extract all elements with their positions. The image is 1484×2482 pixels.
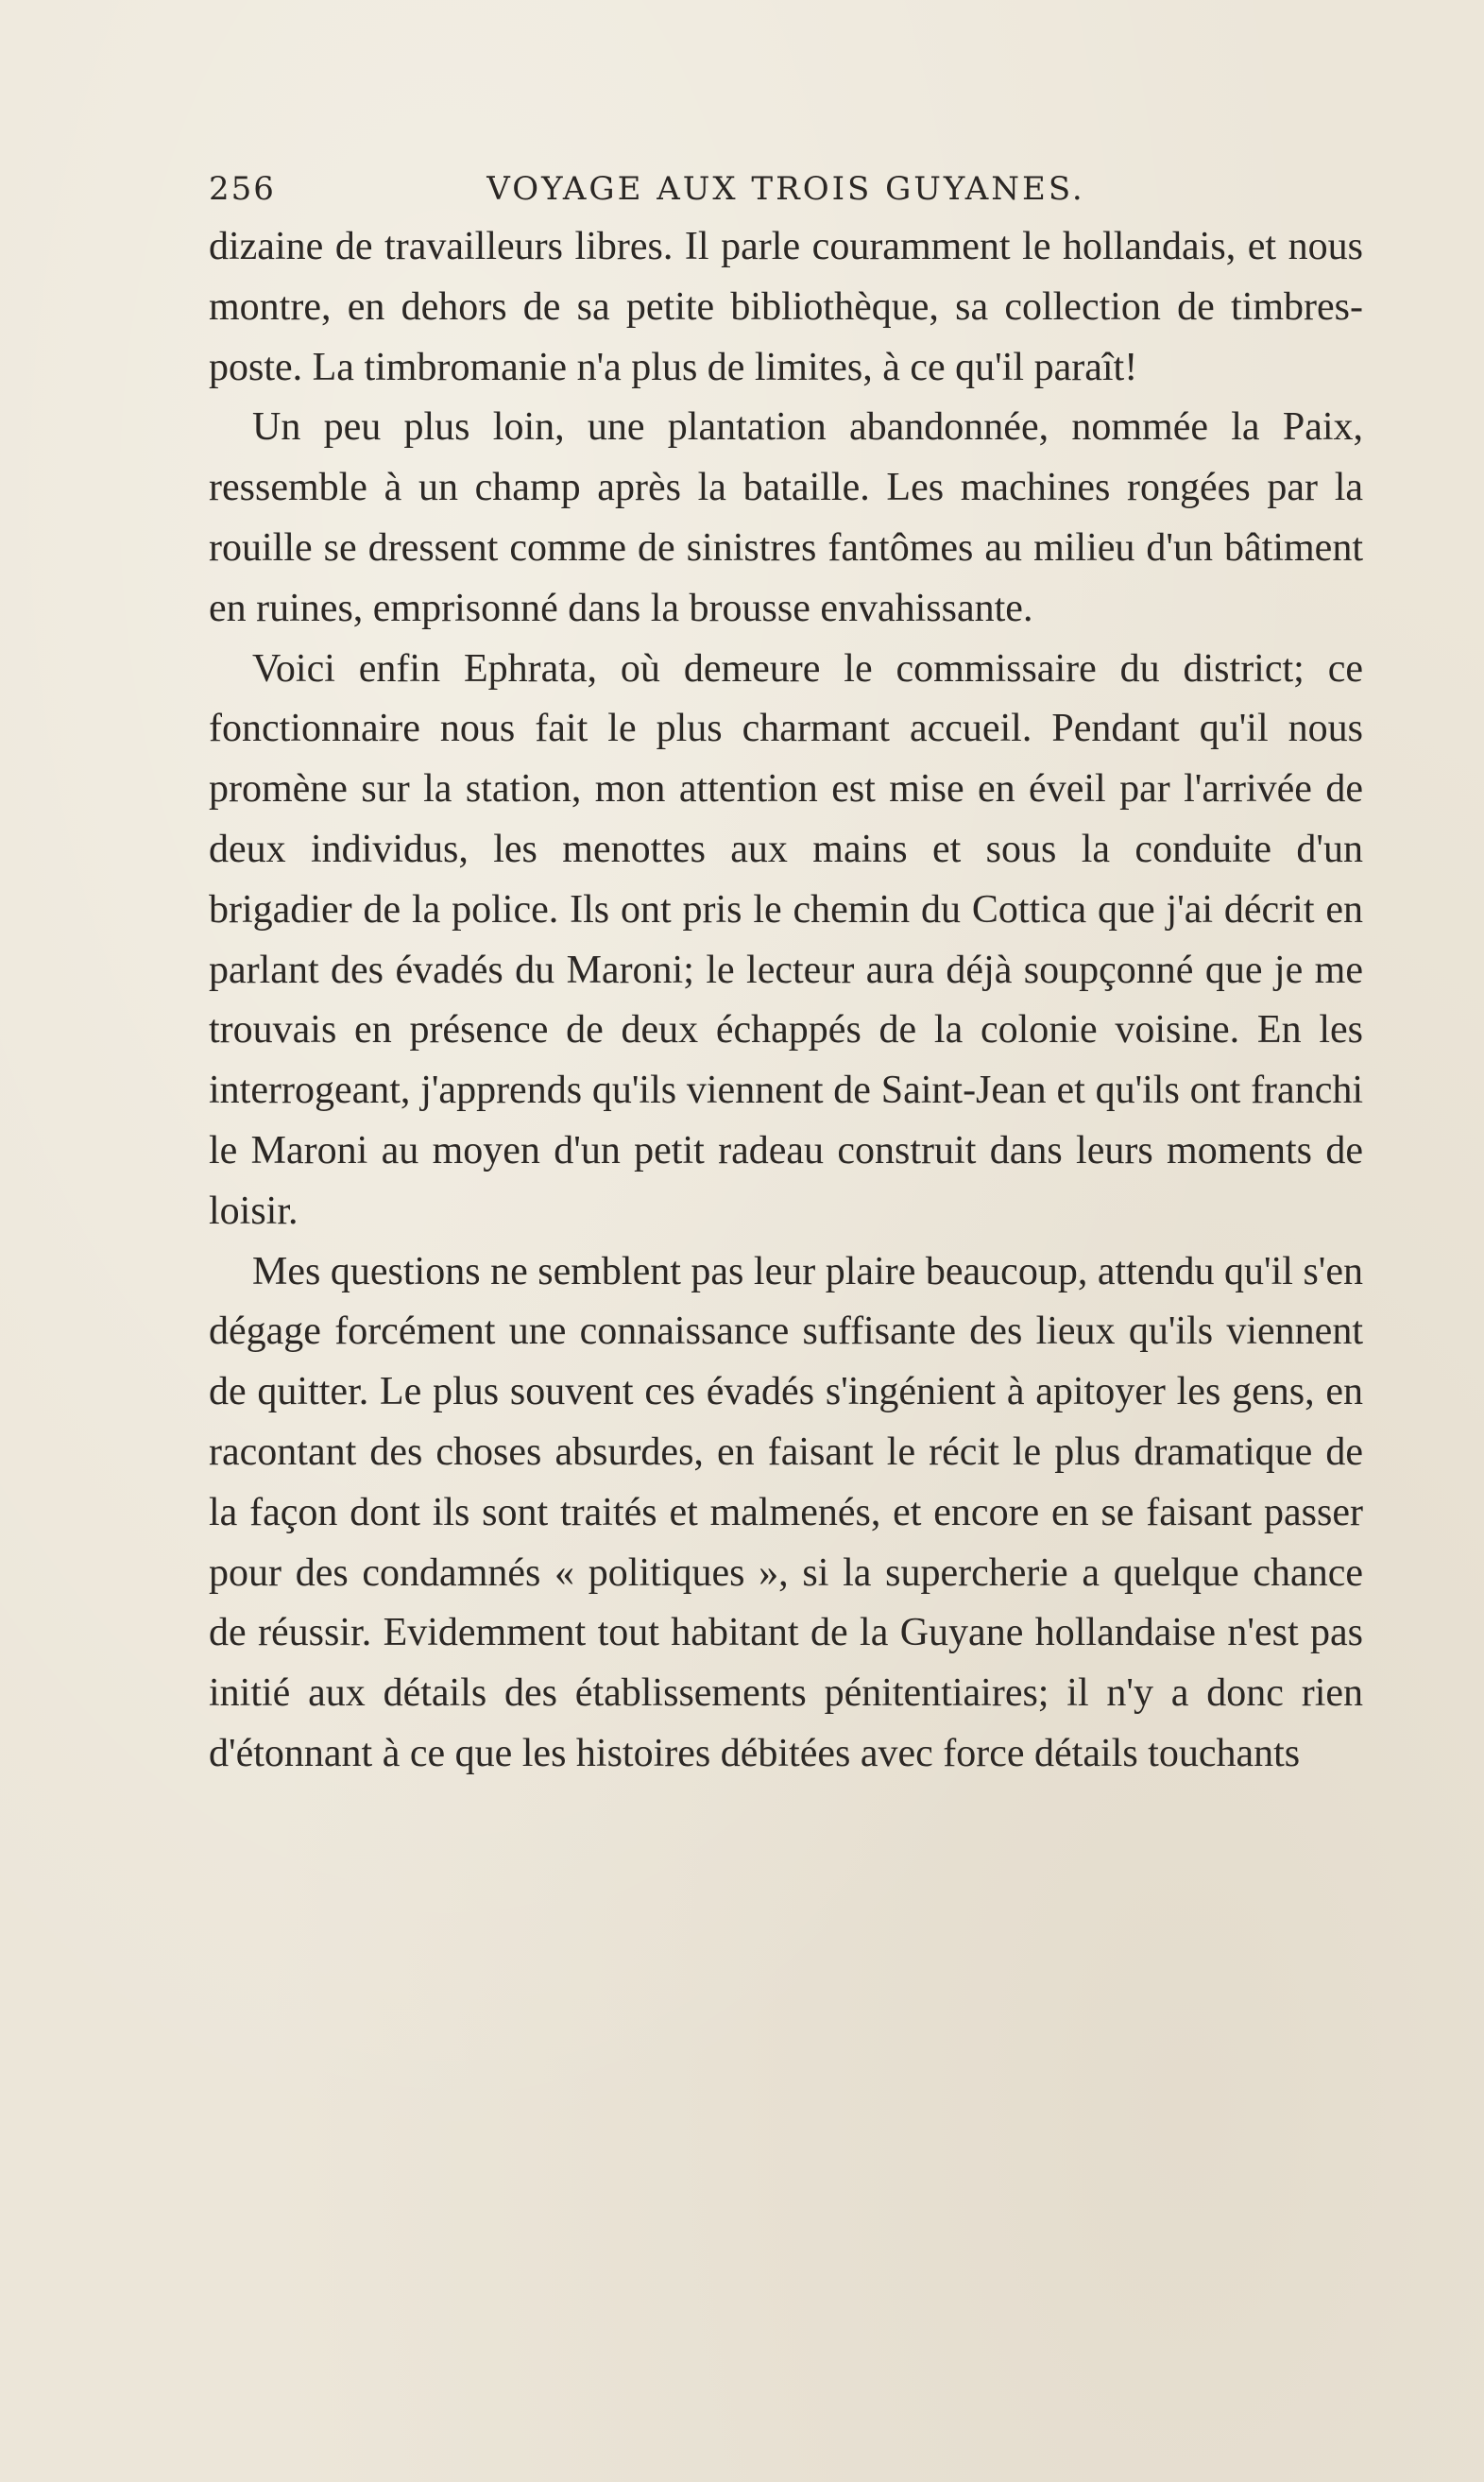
paragraph-continuation: dizaine de travailleurs libres. Il parle couramment le hollandais, et nous montre, en dehors de sa petite bibliothèque, sa collection de timbres-poste. La timbromanie n'a plus de limites, à ce qu'il paraît! [209,225,1363,389]
paragraph: Mes questions ne semblent pas leur plaire beaucoup, attendu qu'il s'en dégage forcément une connaissance suffisante des lieux qu'ils viennent de quitter. Le plus souvent ces évadés s'ingénient à apitoyer les gens, en racontant des choses absurdes, en faisant le récit le plus dramatique de la façon dont ils sont traités et malmenés, et encore en se faisant passer pour des condamnés « politiques », si la supercherie a quelque chance de réussir. Evidemment tout habitant de la Guyane hollandaise n'est pas initié aux détails des établissements pénitentiaires; il n'y a donc rien d'étonnant à ce que les histoires débitées avec force détails touchants [209,1249,1363,1775]
body-text [209,217,1363,1785]
running-title: VOYAGE AUX TROIS GUYANES. [486,170,1085,208]
text-block [209,170,1363,1785]
page-number: 256 [209,170,276,208]
paragraph: Voici enfin Ephrata, où demeure le commissaire du district; ce fonctionnaire nous fait le plus charmant accueil. Pendant qu'il nous promène sur la station, mon attention est mise en éveil par l'arrivée de deux individus, les menottes aux mains et sous la conduite d'un brigadier de la police. Ils ont pris le chemin du Cottica que j'ai décrit en parlant des évadés du Maroni; le lecteur aura déjà soupçonné que je me trouvais en présence de deux échappés de la colonie voisine. En les interrogeant, j'apprends qu'ils viennent de Saint-Jean et qu'ils ont franchi le Maroni au moyen d'un petit radeau construit dans leurs moments de loisir. [209,646,1363,1233]
paragraph: Un peu plus loin, une plantation abandonnée, nommée la Paix, ressemble à un champ après la bataille. Les machines rongées par la rouille se dressent comme de sinistres fantômes au milieu d'un bâtiment en ruines, emprisonné dans la brousse envahissante. [209,405,1363,630]
running-head [209,170,1363,217]
